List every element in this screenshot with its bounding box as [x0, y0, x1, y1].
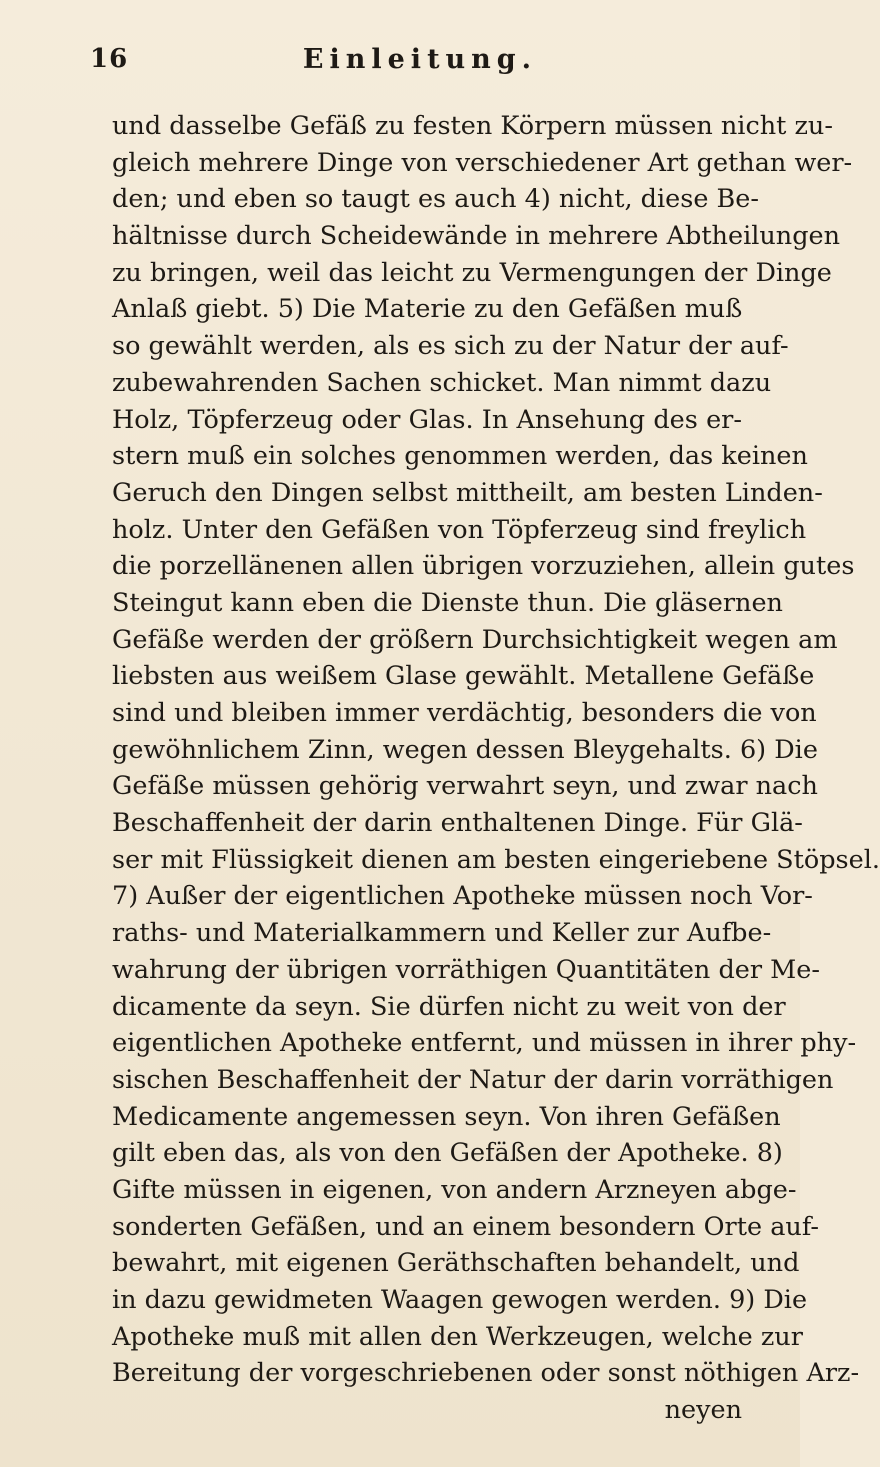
text-line: die porzellänenen allen übrigen vorzuziehen, allein gutes — [112, 551, 855, 582]
page-header — [90, 44, 730, 84]
text-line: zubewahrenden Sachen schicket. Man nimmt dazu — [112, 367, 772, 398]
catchword: neyen — [664, 1395, 742, 1426]
text-line: Medicamente angemessen seyn. Von ihren Gefäßen — [112, 1101, 781, 1132]
text-line: zu bringen, weil das leicht zu Vermengungen der Dinge — [112, 257, 832, 288]
text-line: Beschaffenheit der darin enthaltenen Dinge. Für Glä- — [112, 808, 803, 839]
text-line: wahrung der übrigen vorräthigen Quantitäten der Me- — [112, 954, 820, 985]
text-line: Gefäße werden der größern Durchsichtigkeit wegen am — [112, 624, 838, 655]
text-line: in dazu gewidmeten Waagen gewogen werden. 9) Die — [112, 1285, 808, 1315]
text-line: Steingut kann eben die Dienste thun. Die gläsernen — [112, 587, 783, 618]
text-line: liebsten aus weißem Glase gewählt. Metallene Gefäße — [112, 661, 815, 692]
text-line: Bereitung der vorgeschriebenen oder sonst nöthigen Arz- — [112, 1358, 860, 1389]
text-line: Holz, Töpferzeug oder Glas. In Ansehung des er- — [112, 404, 742, 435]
text-line: sonderten Gefäßen, und an einem besondern Orte auf- — [112, 1211, 819, 1242]
body-text — [112, 108, 880, 1429]
text-line: sind und bleiben immer verdächtig, besonders die von — [112, 698, 817, 728]
text-line: den; und eben so taugt es auch 4) nicht, diese Be- — [112, 184, 759, 215]
running-title: Einleitung. — [302, 44, 538, 75]
text-line: so gewählt werden, als es sich zu der Natur der auf- — [112, 331, 789, 362]
text-line: bewahrt, mit eigenen Geräthschaften behandelt, und — [112, 1248, 800, 1279]
text-line: Geruch den Dingen selbst mittheilt, am besten Linden- — [112, 477, 823, 508]
text-line: 7) Außer der eigentlichen Apotheke müssen noch Vor- — [112, 881, 813, 912]
text-line: und dasselbe Gefäß zu festen Körpern müssen nicht zu- — [112, 111, 833, 141]
page-number: 16 — [90, 44, 129, 74]
text-line: dicamente da seyn. Sie dürfen nicht zu weit von der — [112, 991, 786, 1022]
text-line: ser mit Flüssigkeit dienen am besten eingeriebene Stöpsel. — [112, 844, 880, 875]
text-line: hältnisse durch Scheidewände in mehrere Abtheilungen — [112, 221, 841, 252]
text-line: gewöhnlichem Zinn, wegen dessen Bleygehalts. 6) Die — [112, 734, 818, 765]
text-line: Gefäße müssen gehörig verwahrt seyn, und zwar nach — [112, 771, 818, 802]
text-line: holz. Unter den Gefäßen von Töpferzeug sind freylich — [112, 514, 807, 545]
text-line: gilt eben das, als von den Gefäßen der Apotheke. 8) — [112, 1138, 783, 1169]
text-line: stern muß ein solches genommen werden, das keinen — [112, 441, 808, 472]
text-line: sischen Beschaffenheit der Natur der darin vorräthigen — [112, 1064, 834, 1095]
text-line: gleich mehrere Dinge von verschiedener Art gethan wer- — [112, 147, 853, 178]
text-line: Apotheke muß mit allen den Werkzeugen, welche zur — [112, 1321, 803, 1352]
text-line: eigentlichen Apotheke entfernt, und müssen in ihrer phy- — [112, 1028, 857, 1059]
text-line: raths- und Materialkammern und Keller zur Aufbe- — [112, 918, 772, 949]
text-line: Gifte müssen in eigenen, von andern Arzneyen abge- — [112, 1174, 797, 1205]
text-line: Anlaß giebt. 5) Die Materie zu den Gefäßen muß — [112, 294, 743, 325]
